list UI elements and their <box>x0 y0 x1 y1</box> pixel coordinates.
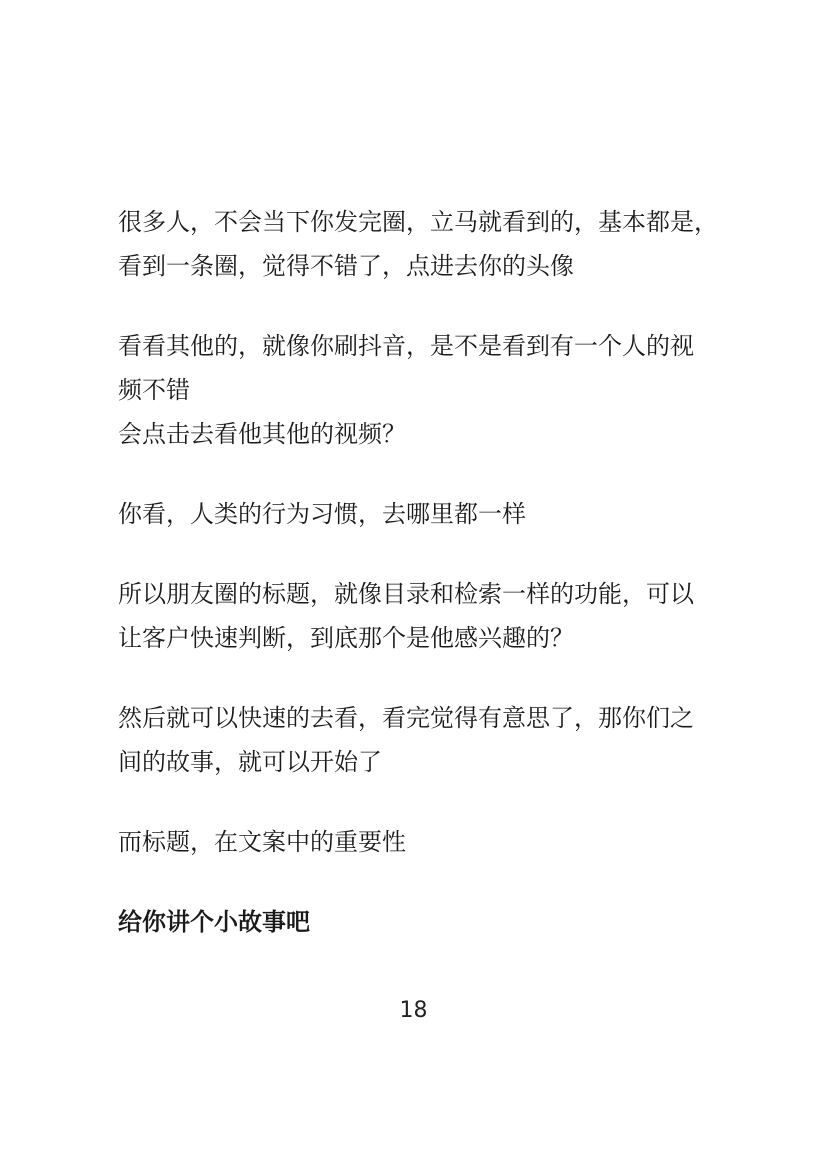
text-line: 让客户快速判断，到底那个是他感兴趣的？ <box>118 624 574 652</box>
section-heading <box>118 900 718 944</box>
text-line: 看到一条圈，觉得不错了，点进去你的头像 <box>118 252 574 280</box>
paragraph-4 <box>118 572 718 660</box>
text-line: 然后就可以快速的去看，看完觉得有意思了，那你们之 <box>118 704 694 732</box>
text-line: 所以朋友圈的标题，就像目录和检索一样的功能，可以 <box>118 580 694 608</box>
text-line: 很多人，不会当下你发完圈，立马就看到的，基本都是， <box>118 208 718 236</box>
paragraph-gap <box>118 536 718 572</box>
paragraph-gap <box>118 288 718 324</box>
text-line: 而标题，在文案中的重要性 <box>118 828 406 856</box>
paragraph-5 <box>118 696 718 784</box>
text-line: 频不错 <box>118 376 190 404</box>
heading-line: 给你讲个小故事吧 <box>118 908 310 936</box>
text-line: 会点击去看他其他的视频？ <box>118 420 406 448</box>
paragraph-2 <box>118 324 718 456</box>
paragraph-3 <box>118 492 718 536</box>
text-line: 你看，人类的行为习惯，去哪里都一样 <box>118 500 526 528</box>
body-text <box>118 200 718 944</box>
paragraph-1 <box>118 200 718 288</box>
text-line: 间的故事，就可以开始了 <box>118 748 382 776</box>
paragraph-gap <box>118 660 718 696</box>
paragraph-6 <box>118 820 718 864</box>
page-number: 18 <box>399 998 428 1023</box>
paragraph-gap <box>118 864 718 900</box>
paragraph-gap <box>118 456 718 492</box>
paragraph-gap <box>118 784 718 820</box>
text-line: 看看其他的，就像你刷抖音，是不是看到有一个人的视 <box>118 332 694 360</box>
